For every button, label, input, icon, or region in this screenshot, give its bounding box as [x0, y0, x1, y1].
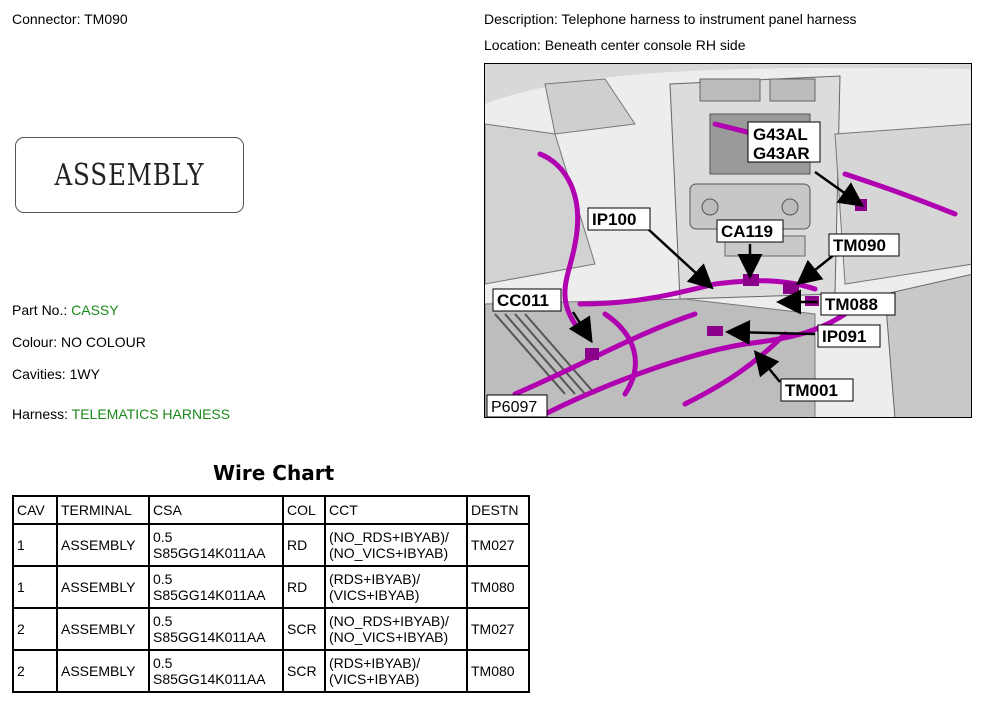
callout-cc011: CC011 — [497, 291, 549, 310]
illustration-svg — [485, 64, 972, 418]
part-no-label: Part No.: — [12, 302, 72, 318]
cell-terminal: ASSEMBLY — [57, 566, 149, 608]
cell-cav: 1 — [13, 524, 57, 566]
cell-cct — [325, 566, 467, 608]
wire-chart-header-row — [13, 496, 529, 524]
header-cct: CCT — [325, 496, 467, 524]
csa-size: 0.5 — [153, 613, 173, 629]
assembly-image — [15, 137, 244, 213]
harness-label: Harness: — [12, 406, 72, 422]
wire-chart-table — [12, 495, 530, 693]
cell-csa — [149, 608, 283, 650]
cell-col: RD — [283, 566, 325, 608]
header-csa: CSA — [149, 496, 283, 524]
cell-terminal: ASSEMBLY — [57, 524, 149, 566]
table-row — [13, 608, 529, 650]
callout-ip100: IP100 — [592, 210, 637, 229]
cell-col: RD — [283, 524, 325, 566]
cct-line-2: (VICS+IBYAB) — [329, 671, 420, 687]
callout-g43ar: G43AR — [753, 144, 810, 163]
cell-cct — [325, 608, 467, 650]
cct-line-2: (NO_VICS+IBYAB) — [329, 629, 449, 645]
figure-id: P6097 — [491, 399, 538, 416]
callout-tm088: TM088 — [825, 295, 878, 314]
callout-tm090: TM090 — [833, 236, 886, 255]
part-no-row — [12, 302, 119, 318]
callout-g43al: G43AL — [753, 125, 808, 144]
cell-csa — [149, 650, 283, 692]
cell-csa — [149, 566, 283, 608]
callout-tm001: TM001 — [785, 381, 838, 400]
csa-part: S85GG14K011AA — [153, 671, 266, 687]
csa-part: S85GG14K011AA — [153, 629, 266, 645]
colour-value: NO COLOUR — [61, 334, 146, 350]
cct-line-1: (RDS+IBYAB)/ — [329, 655, 421, 671]
harness-value: TELEMATICS HARNESS — [71, 406, 231, 422]
colour-row — [12, 334, 146, 350]
cell-terminal: ASSEMBLY — [57, 608, 149, 650]
assembly-image-text: ASSEMBLY — [54, 157, 205, 193]
cell-cav: 1 — [13, 566, 57, 608]
header-destn: DESTN — [467, 496, 529, 524]
cct-line-1: (NO_RDS+IBYAB)/ — [329, 529, 449, 545]
cavities-label: Cavities: — [12, 366, 70, 382]
cell-cct — [325, 650, 467, 692]
wire-chart-title: Wire Chart — [213, 461, 335, 485]
part-no-value: CASSY — [71, 302, 119, 318]
cell-cct — [325, 524, 467, 566]
table-row — [13, 650, 529, 692]
cell-cav: 2 — [13, 608, 57, 650]
cell-col: SCR — [283, 608, 325, 650]
cct-line-1: (RDS+IBYAB)/ — [329, 571, 421, 587]
cct-line-2: (VICS+IBYAB) — [329, 587, 420, 603]
callout-ip091: IP091 — [822, 327, 867, 346]
csa-size: 0.5 — [153, 529, 173, 545]
colour-label: Colour: — [12, 334, 62, 350]
cell-terminal: ASSEMBLY — [57, 650, 149, 692]
connector-label: Connector: TM090 — [12, 11, 128, 27]
cavities-row — [12, 366, 100, 382]
cell-cav: 2 — [13, 650, 57, 692]
harness-row — [12, 406, 230, 422]
table-row — [13, 524, 529, 566]
header-cav: CAV — [13, 496, 57, 524]
cell-destn: TM080 — [467, 566, 529, 608]
table-row — [13, 566, 529, 608]
csa-part: S85GG14K011AA — [153, 587, 266, 603]
csa-size: 0.5 — [153, 571, 173, 587]
cavities-value: 1WY — [69, 366, 100, 382]
csa-size: 0.5 — [153, 655, 173, 671]
location-label: Location: Beneath center console RH side — [484, 37, 746, 53]
cell-destn: TM080 — [467, 650, 529, 692]
header-col: COL — [283, 496, 325, 524]
header-terminal: TERMINAL — [57, 496, 149, 524]
description-label: Description: Telephone harness to instrument panel harness — [484, 11, 857, 27]
cct-line-2: (NO_VICS+IBYAB) — [329, 545, 449, 561]
connector-location-illustration — [484, 63, 972, 418]
cell-col: SCR — [283, 650, 325, 692]
csa-part: S85GG14K011AA — [153, 545, 266, 561]
cct-line-1: (NO_RDS+IBYAB)/ — [329, 613, 449, 629]
cell-destn: TM027 — [467, 608, 529, 650]
cell-csa — [149, 524, 283, 566]
callout-ca119: CA119 — [721, 222, 773, 241]
cell-destn: TM027 — [467, 524, 529, 566]
